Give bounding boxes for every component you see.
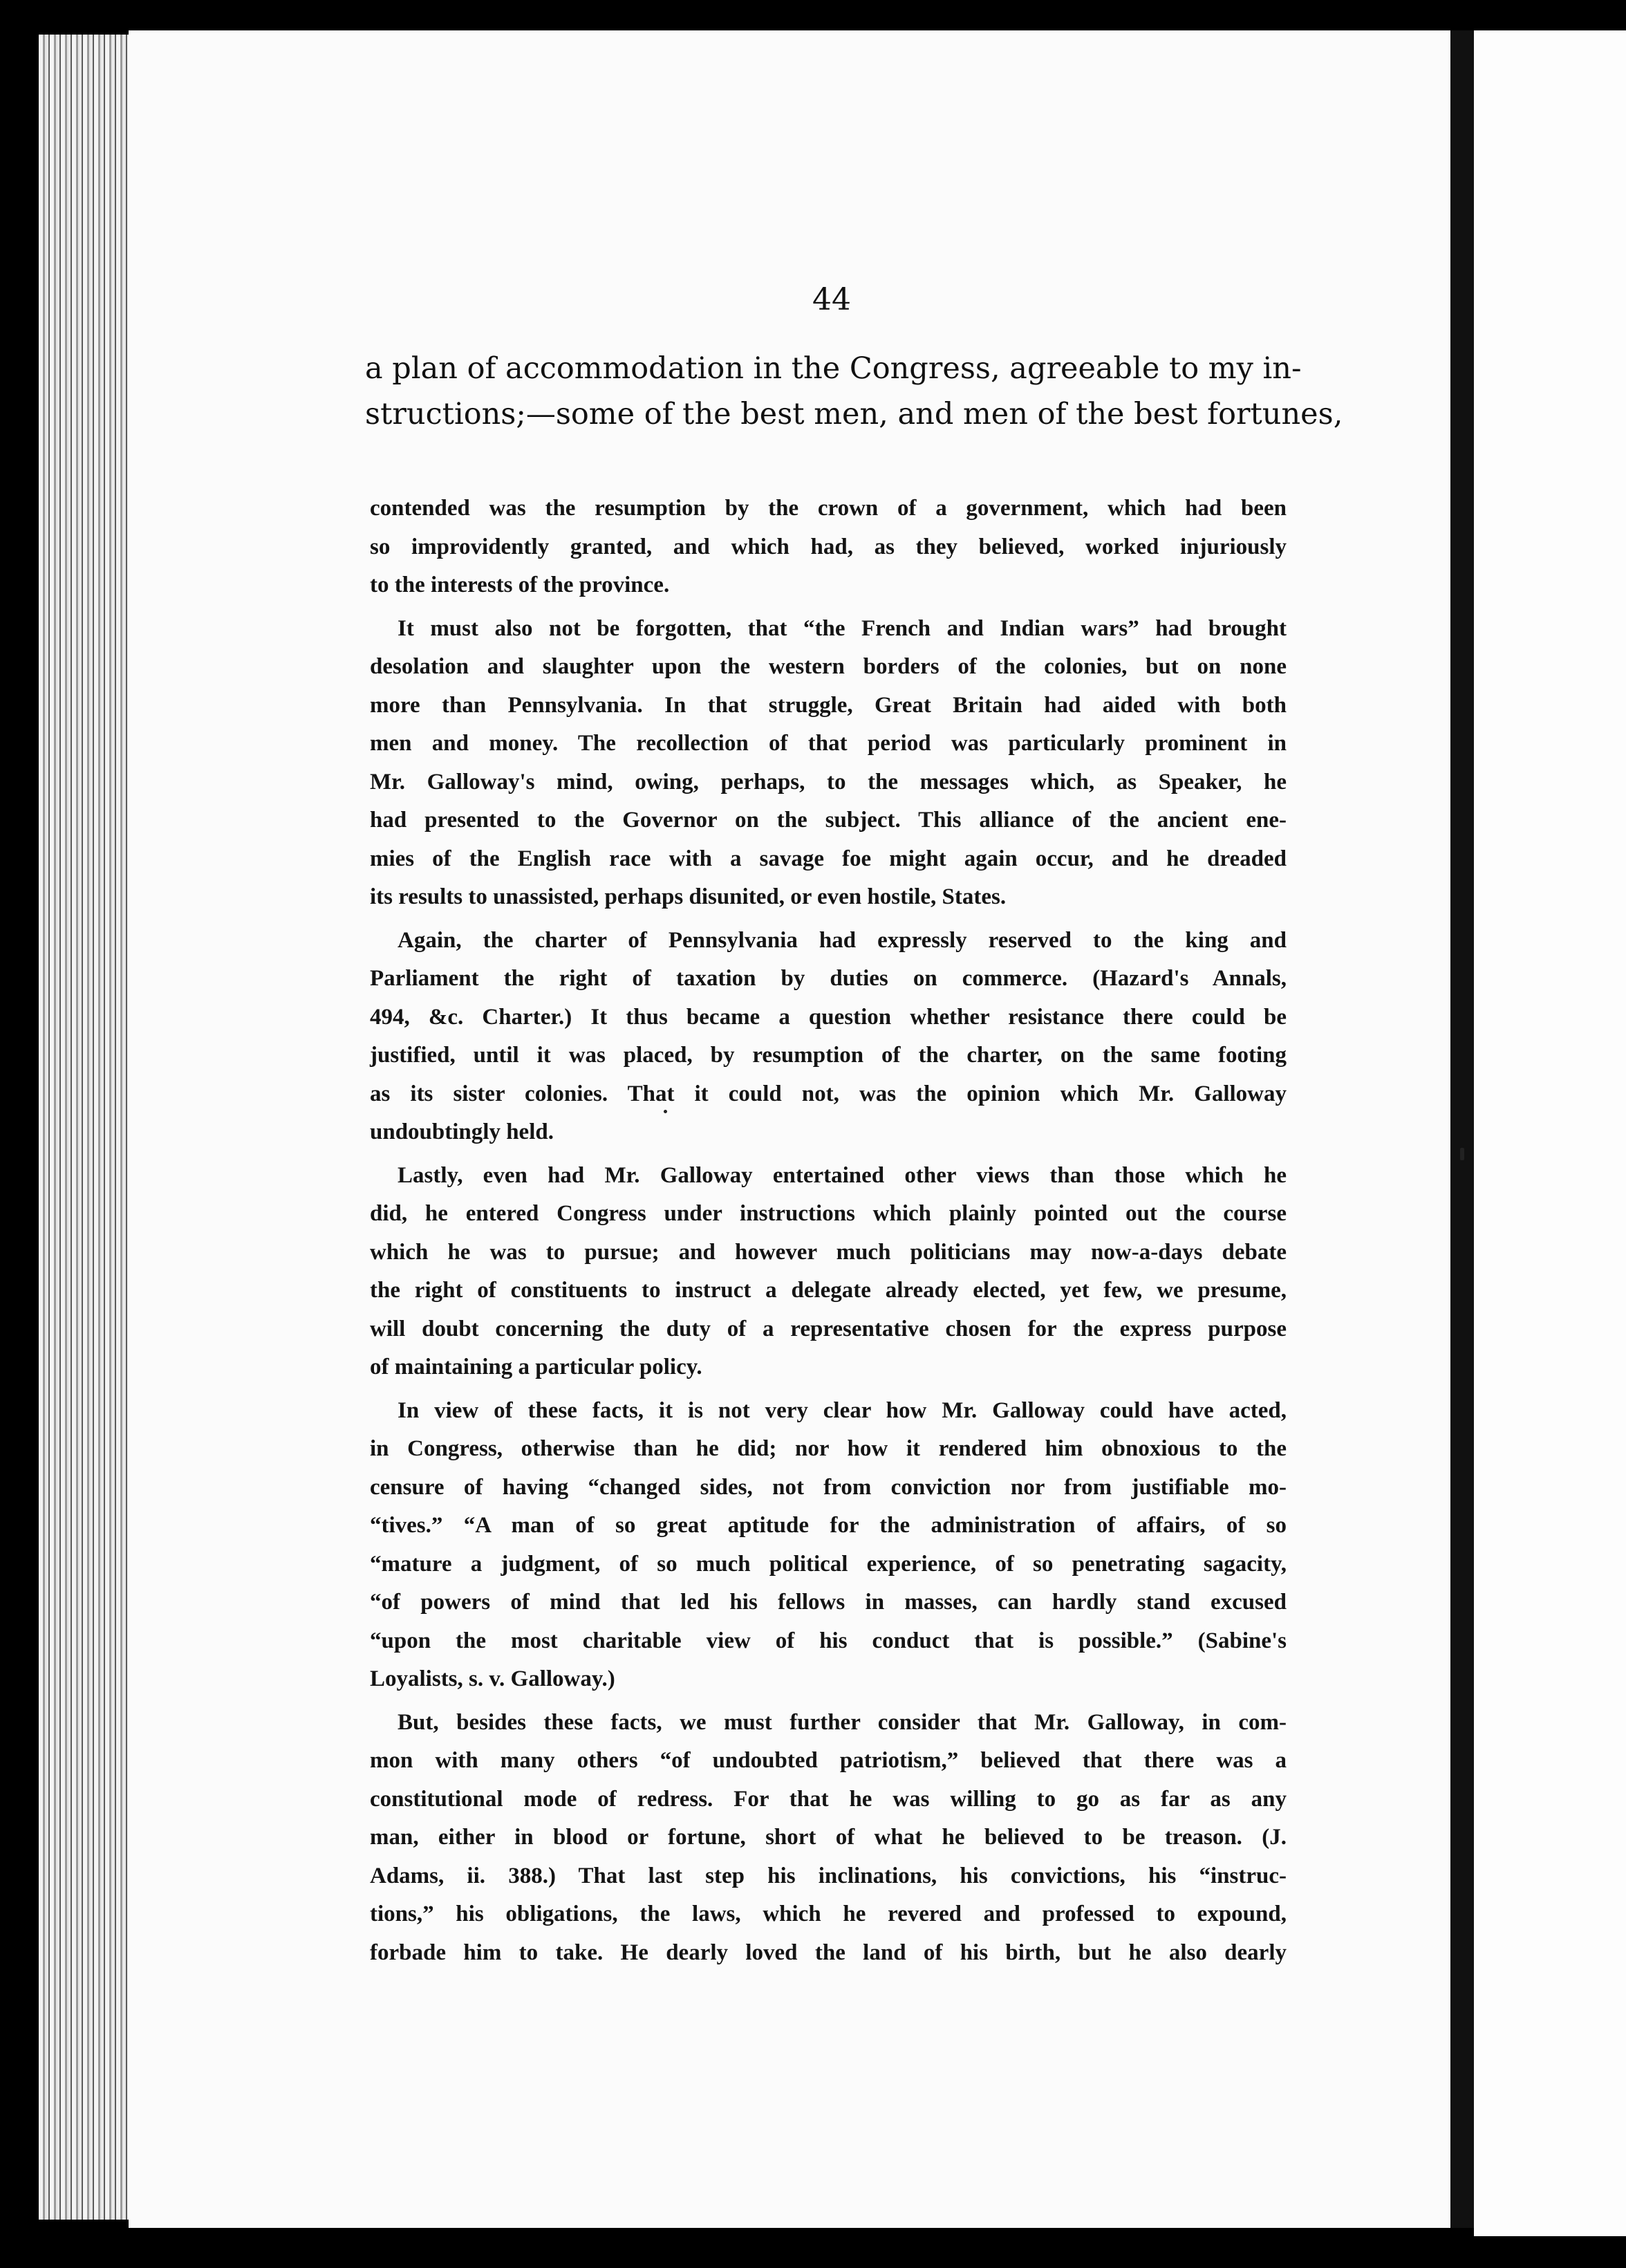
print-speck <box>664 1110 667 1113</box>
text-line: the right of constituents to instruct a delegate already elected, yet few, we presume, <box>370 1278 1287 1303</box>
page-number: 44 <box>812 282 851 317</box>
text-line: forbade him to take. He dearly loved the land of his birth, but he also dearly <box>370 1940 1287 1965</box>
text-line: its results to unassisted, perhaps disunited, or even hostile, States. <box>370 884 1007 909</box>
print-speck <box>1460 1148 1464 1160</box>
text-line: in Congress, otherwise than he did; nor how it rendered him obnoxious to the <box>370 1436 1287 1461</box>
text-line: Lastly, even had Mr. Galloway entertained other views than those which he <box>398 1162 1287 1188</box>
paragraph <box>370 1704 1287 1973</box>
gutter-shadow <box>1450 30 1474 2228</box>
text-line: “upon the most charitable view of his conduct that is possible.” (Sabine's <box>370 1628 1287 1653</box>
text-line: But, besides these facts, we must further consider that Mr. Galloway, in com- <box>398 1709 1287 1735</box>
page-stack-edges <box>39 35 136 2220</box>
text-line: as its sister colonies. That it could not, was the opinion which Mr. Galloway <box>370 1081 1287 1106</box>
paragraph <box>370 490 1287 605</box>
text-line: In view of these facts, it is not very clear how Mr. Galloway could have acted, <box>398 1397 1287 1423</box>
text-line: Mr. Galloway's mind, owing, perhaps, to the messages which, as Speaker, he <box>370 769 1287 794</box>
text-line: Loyalists, s. v. Galloway.) <box>370 1666 615 1691</box>
quote-line: structions;—some of the best men, and men of the best fortunes, <box>365 397 1343 431</box>
text-line: to the interests of the province. <box>370 573 670 597</box>
text-line: will doubt concerning the duty of a representative chosen for the express purpose <box>370 1316 1287 1341</box>
paragraph <box>370 922 1287 1152</box>
text-line: justified, until it was placed, by resumption of the charter, on the same footing <box>370 1043 1287 1068</box>
facing-page-margin <box>1474 30 1626 2236</box>
text-line: which he was to pursue; and however much politicians may now-a-days debate <box>370 1239 1287 1265</box>
text-line: so improvidently granted, and which had, as they believed, worked injuriously <box>370 534 1287 559</box>
text-line: Parliament the right of taxation by duties on commerce. (Hazard's Annals, <box>370 966 1287 991</box>
paragraph <box>370 610 1287 917</box>
text-line: contended was the resumption by the crown of a government, which had been <box>370 496 1287 521</box>
text-line: It must also not be forgotten, that “the French and Indian wars” had brought <box>398 615 1287 641</box>
text-line: 494, &c. Charter.) It thus became a question whether resistance there could be <box>370 1004 1287 1030</box>
quoted-passage <box>365 346 1343 437</box>
paragraph <box>370 1157 1287 1387</box>
text-line: men and money. The recollection of that period was particularly prominent in <box>370 731 1287 756</box>
text-line: of maintaining a particular policy. <box>370 1355 702 1379</box>
text-line: Again, the charter of Pennsylvania had expressly reserved to the king and <box>398 927 1287 953</box>
text-line: “of powers of mind that led his fellows in masses, can hardly stand excused <box>370 1590 1287 1615</box>
text-line: constitutional mode of redress. For that he was willing to go as far as any <box>370 1786 1287 1812</box>
text-line: mon with many others “of undoubted patriotism,” believed that there was a <box>370 1748 1287 1773</box>
paragraph <box>370 1392 1287 1699</box>
text-line: “tives.” “A man of so great aptitude for the administration of affairs, of so <box>370 1513 1287 1538</box>
text-line: man, either in blood or fortune, short of what he believed to be treason. (J. <box>370 1825 1287 1850</box>
quote-line: a plan of accommodation in the Congress, agreeable to my in- <box>365 351 1302 386</box>
text-line: did, he entered Congress under instructions which plainly pointed out the course <box>370 1201 1287 1226</box>
text-line: mies of the English race with a savage foe might again occur, and he dreaded <box>370 846 1287 871</box>
text-line: desolation and slaughter upon the western borders of the colonies, but on none <box>370 654 1287 679</box>
body-text <box>370 490 1287 1977</box>
text-line: tions,” his obligations, the laws, which he revered and professed to expound, <box>370 1902 1287 1926</box>
text-line: censure of having “changed sides, not from conviction nor from justifiable mo- <box>370 1474 1287 1500</box>
text-line: more than Pennsylvania. In that struggle, Great Britain had aided with both <box>370 692 1287 718</box>
text-line: undoubtingly held. <box>370 1119 554 1144</box>
text-line: had presented to the Governor on the subject. This alliance of the ancient ene- <box>370 808 1287 833</box>
text-line: “mature a judgment, of so much political experience, of so penetrating sagacity, <box>370 1551 1287 1577</box>
text-line: Adams, ii. 388.) That last step his inclinations, his convictions, his “instruc- <box>370 1863 1287 1888</box>
